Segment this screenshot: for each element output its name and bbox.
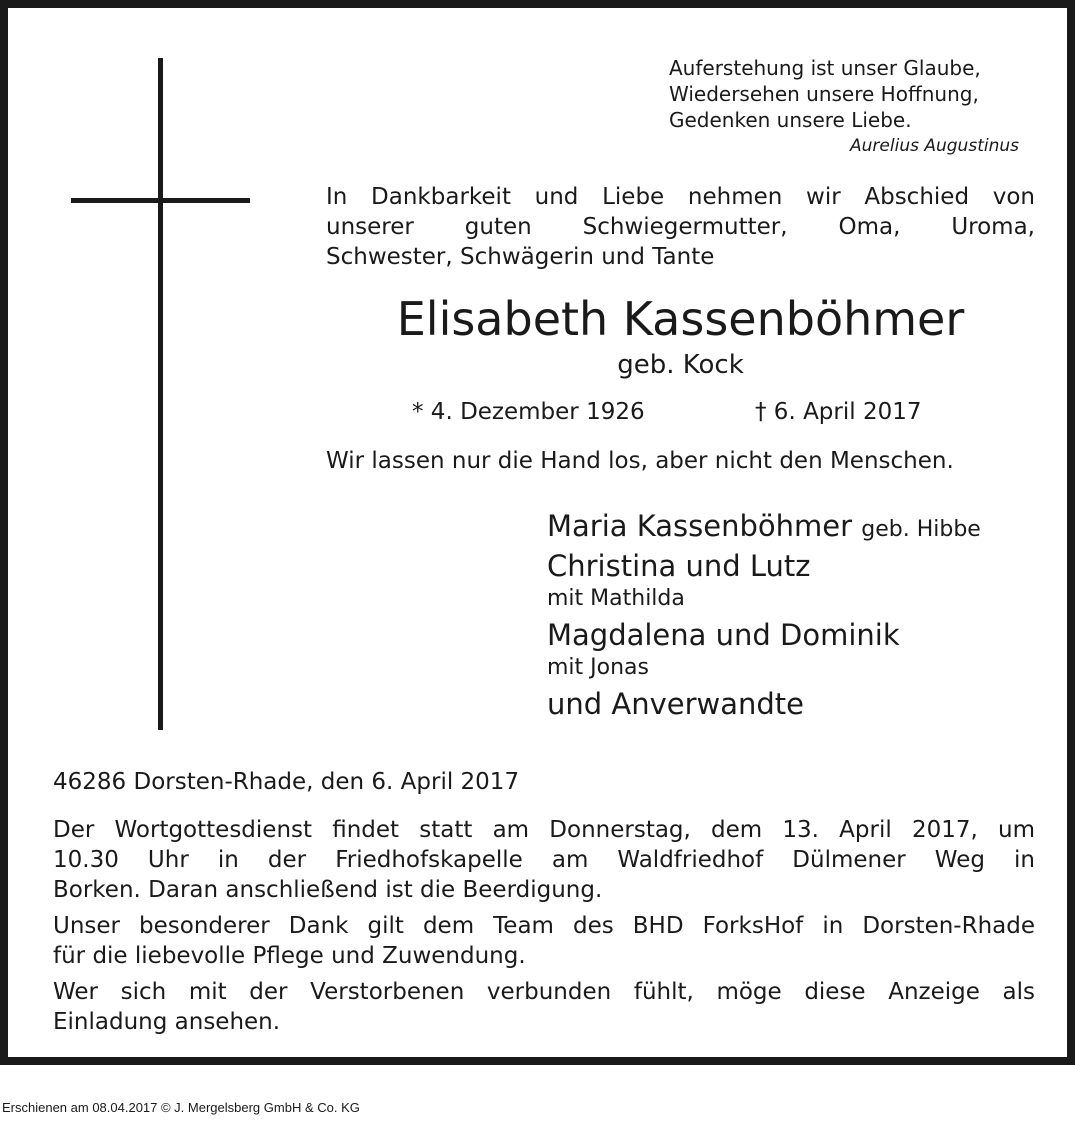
quote-line: Gedenken unsere Liebe. bbox=[669, 108, 912, 132]
mourner-name-suffix: geb. Hibbe bbox=[861, 517, 981, 542]
death-date: † 6. April 2017 bbox=[755, 399, 922, 425]
intro-line: In Dankbarkeit und Liebe nehmen wir Abschied von bbox=[326, 184, 1035, 210]
mourner-entry bbox=[547, 508, 1037, 548]
mourner-sub-entry: mit Mathilda bbox=[547, 586, 685, 611]
maiden-name: geb. Kock bbox=[617, 350, 744, 380]
invitation-line: Wer sich mit der Verstorbenen verbunden fühlt, möge diese Anzeige als bbox=[53, 979, 1035, 1005]
service-line: Borken. Daran anschließend ist die Beerdigung. bbox=[53, 877, 603, 903]
mourners-list bbox=[547, 508, 1037, 723]
mourner-name: Maria Kassenböhmer bbox=[547, 509, 853, 543]
service-line: 10.30 Uhr in der Friedhofskapelle am Waldfriedhof Dülmener Weg in bbox=[53, 847, 1035, 873]
intro-line: Schwester, Schwägerin und Tante bbox=[326, 244, 715, 270]
service-line: Der Wortgottesdienst findet statt am Donnerstag, dem 13. April 2017, um bbox=[53, 817, 1035, 843]
quote-author: Aurelius Augustinus bbox=[850, 136, 1019, 156]
invitation-notice bbox=[53, 977, 1035, 1037]
epigraph-quote bbox=[669, 55, 1019, 133]
mourner-entry: Christina und Lutz bbox=[547, 549, 811, 583]
cross-icon-vertical-bar bbox=[158, 58, 163, 730]
intro-line: unserer guten Schwiegermutter, Oma, Uroma, bbox=[326, 214, 1035, 240]
invitation-line: Einladung ansehen. bbox=[53, 1009, 281, 1035]
intro-text bbox=[326, 182, 1035, 272]
thanks-line: Unser besonderer Dank gilt dem Team des BHD ForksHof in Dorsten-Rhade bbox=[53, 913, 1035, 939]
cross-icon-horizontal-bar bbox=[71, 198, 250, 203]
memorial-saying: Wir lassen nur die Hand los, aber nicht den Menschen. bbox=[326, 448, 954, 474]
mourner-entry: Magdalena und Dominik bbox=[547, 618, 900, 652]
mourner-sub-entry: mit Jonas bbox=[547, 655, 649, 680]
thanks-line: für die liebevolle Pflege und Zuwendung. bbox=[53, 943, 526, 969]
service-notice bbox=[53, 815, 1035, 905]
deceased-name: Elisabeth Kassenböhmer bbox=[396, 292, 965, 346]
quote-line: Wiedersehen unsere Hoffnung, bbox=[669, 82, 979, 106]
mourner-entry: und Anverwandte bbox=[547, 687, 805, 721]
place-and-date: 46286 Dorsten-Rhade, den 6. April 2017 bbox=[53, 769, 520, 795]
quote-line: Auferstehung ist unser Glaube, bbox=[669, 56, 981, 80]
publication-footer: Erschienen am 08.04.2017 © J. Mergelsberg GmbH & Co. KG bbox=[2, 1100, 360, 1115]
thanks-notice bbox=[53, 911, 1035, 971]
birth-date: * 4. Dezember 1926 bbox=[412, 399, 645, 425]
